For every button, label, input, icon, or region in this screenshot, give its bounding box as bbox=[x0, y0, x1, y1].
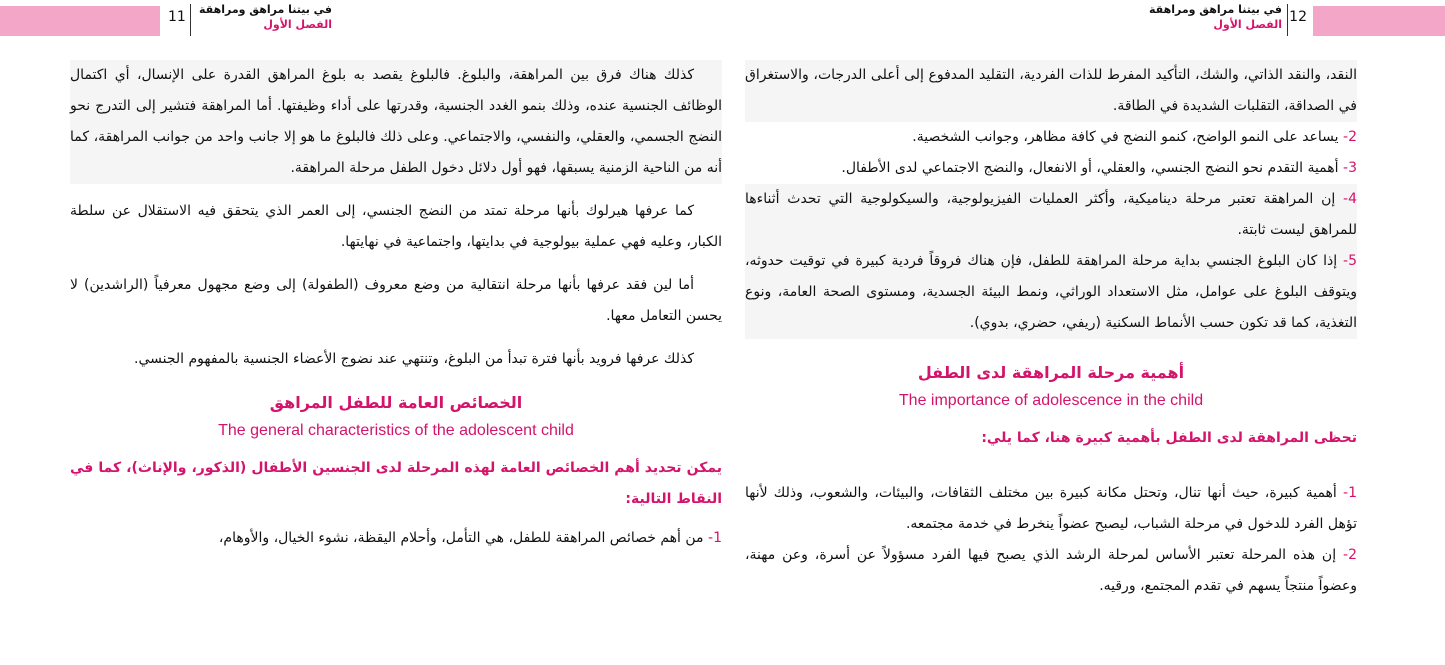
section-title-arabic: أهمية مرحلة المراهقة لدى الطفل bbox=[917, 363, 1185, 382]
item-text: أهمية كبيرة، حيث أنها تنال، وتحتل مكانة كبيرة بين مختلف الثقافات، والبيئات، والشعوب، وذلك لأنها تؤهل الفرد للدخول في مرحلة الشباب، ليصبح عضواً ينخرط في خدمة مجتمعه. bbox=[745, 485, 1357, 532]
header-text bbox=[196, 2, 332, 32]
body-paragraph: أما لين فقد عرفها بأنها مرحلة انتقالية من وضع معروف (الطفولة) إلى وضع مجهول معرفياً (الراشدين) لا يحسن التعامل معها. bbox=[70, 277, 722, 324]
item-number: 4- bbox=[1343, 191, 1357, 207]
header-color-bar bbox=[0, 6, 160, 36]
item-number: 3- bbox=[1343, 160, 1357, 176]
body-paragraph: كما عرفها هيرلوك بأنها مرحلة تمتد من النضج الجنسي، إلى العمر الذي يتحقق فيه الاستقلال عن سلطة الكبار، وعليه فهي عملية بيولوجية في بدايتها، واجتماعية في نهايتها. bbox=[70, 203, 722, 250]
section-intro: تحظى المراهقة لدى الطفل بأهمية كبيرة هنا، كما يلي: bbox=[981, 430, 1357, 446]
chapter-title: الفصل الأول bbox=[1213, 18, 1282, 31]
section-intro: يمكن تحديد أهم الخصائص العامة لهذه المرحلة لدى الجنسين الأطفال (الذكور، والإناث)، كما في النقاط التالية: bbox=[70, 460, 722, 507]
item-text: إن المراهقة تعتبر مرحلة ديناميكية، وأكثر العمليات الفيزيولوجية، والسيكولوجية التي تحدث أثناءها للمراهق ليست ثابتة. bbox=[745, 191, 1357, 238]
item-number: 2- bbox=[1343, 547, 1357, 563]
list-item bbox=[745, 122, 1357, 153]
item-text: أهمية التقدم نحو النضج الجنسي، والعقلي، أو الانفعال، والنضج الاجتماعي لدى الأطفال. bbox=[841, 160, 1339, 176]
list-item bbox=[745, 478, 1357, 540]
body-paragraph: كذلك عرفها فرويد بأنها فترة تبدأ من البلوغ، وتنتهي عند نضوج الأعضاء الجنسية بالمفهوم الجنسي. bbox=[134, 351, 694, 367]
header-divider bbox=[1287, 4, 1288, 36]
body-paragraph: كذلك هناك فرق بين المراهقة، والبلوغ. فالبلوغ يقصد به بلوغ المراهق القدرة على الإنسال، أي اكتمال الوظائف الجنسية عنده، وذلك بنمو الغدد الجنسية، وقدرتها على أداء وظيفتها. أما المراهقة فتشير إلى التدرج نحو النضج الجسمي، والعقلي، والنفسي، والاجتماعي. وعلى ذلك فالبلوغ ما هو إلا جانب واحد من جوانب المراهقة، كما أنه من الناحية الزمنية يسبقها، فهو أول دلائل دخول الطفل مرحلة المراهقة. bbox=[70, 60, 722, 184]
list-item bbox=[745, 246, 1357, 339]
continued-text: النقد، والنقد الذاتي، والشك، التأكيد المفرط للذات الفردية، التقليد المدفوع إلى أعلى الدرجات، والاستغراق في الصداقة، التقلبات الشديدة في الطاقة. bbox=[745, 60, 1357, 122]
book-title: في بيتنا مراهق ومراهقة bbox=[1149, 3, 1282, 16]
right-page-header bbox=[1145, 0, 1445, 38]
item-number: 2- bbox=[1343, 129, 1357, 145]
item-number: 5- bbox=[1343, 253, 1357, 269]
header-divider bbox=[190, 4, 191, 36]
section-title-english: The general characteristics of the adolescent child bbox=[218, 422, 574, 439]
list-item bbox=[70, 523, 722, 554]
right-page-body bbox=[745, 60, 1357, 602]
item-number: 1- bbox=[1343, 485, 1358, 501]
left-page-body bbox=[70, 60, 722, 554]
item-text: من أهم خصائص المراهقة للطفل، هي التأمل، وأحلام اليقظة، نشوء الخيال، والأوهام، bbox=[218, 530, 704, 546]
item-text: إذا كان البلوغ الجنسي بداية مرحلة المراهقة للطفل، فإن هناك فروقاً فردية كبيرة في توقيت حدوثه، ويتوقف البلوغ على عوامل، مثل الاستعداد الوراثي، ونمط البيئة الجسدية، ومستوى الصحة العامة، ونوع التغذية، كما قد تكون حسب الأنماط السكنية (ريفي، حضري، بدوي). bbox=[745, 253, 1357, 331]
item-text: يساعد على النمو الواضح، كنمو النضج في كافة مظاهر، وجوانب الشخصية. bbox=[912, 129, 1339, 145]
list-item bbox=[745, 540, 1357, 602]
page-number: 12 bbox=[1289, 9, 1307, 25]
item-text: إن هذه المرحلة تعتبر الأساس لمرحلة الرشد الذي يصبح فيها الفرد مسؤولاً عن أسرة، وعن مهنة، وعضواً منتجاً يسهم في تقدم المجتمع، ورقيه. bbox=[745, 547, 1357, 594]
chapter-title: الفصل الأول bbox=[263, 18, 332, 31]
book-title: في بيتنا مراهق ومراهقة bbox=[199, 3, 332, 16]
list-item bbox=[745, 184, 1357, 246]
left-page-header bbox=[0, 0, 340, 38]
section-title-english: The importance of adolescence in the child bbox=[898, 392, 1204, 409]
list-item bbox=[745, 153, 1357, 184]
section-title-arabic: الخصائص العامة للطفل المراهق bbox=[269, 393, 523, 412]
item-number: 1- bbox=[708, 530, 722, 546]
header-text bbox=[1142, 2, 1282, 32]
header-color-bar bbox=[1313, 6, 1445, 36]
page-number: 11 bbox=[168, 9, 186, 25]
